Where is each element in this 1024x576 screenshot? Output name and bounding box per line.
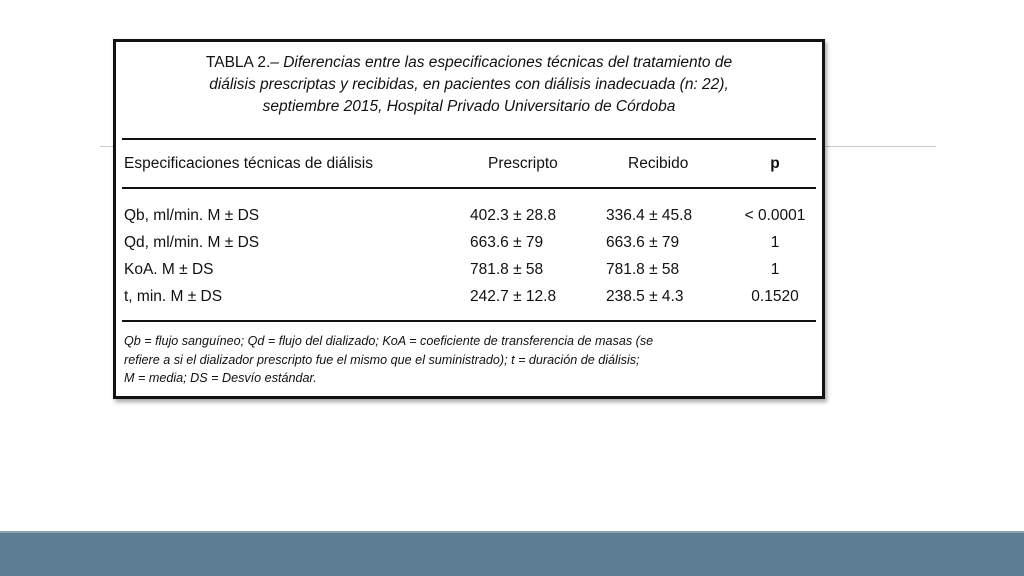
row-2-spec: Qd, ml/min. M ± DS	[124, 234, 260, 251]
header-spec: Especificaciones técnicas de diálisis	[124, 155, 373, 172]
row-2-prescribed: 663.6 ± 79	[470, 234, 544, 251]
row-4-prescribed: 242.7 ± 12.8	[470, 288, 557, 305]
footnote-line-2: refiere a si el dializador prescripto fue el mismo que el suministrado); t = duración de diálisis;	[124, 352, 640, 367]
table-figure	[113, 39, 825, 399]
footnote-line-3: M = media; DS = Desvío estándar.	[124, 371, 317, 385]
row-2-p: 1	[770, 234, 780, 251]
row-3-spec: KoA. M ± DS	[124, 261, 214, 278]
footer-bar	[0, 533, 1024, 576]
caption-line-3: septiembre 2015, Hospital Privado Universitario de Córdoba	[262, 98, 676, 115]
table-bottom-rule	[122, 320, 816, 322]
row-1-spec: Qb, ml/min. M ± DS	[124, 207, 260, 224]
row-4-spec: t, min. M ± DS	[124, 288, 223, 305]
header-received: Recibido	[628, 155, 689, 172]
table-footnote	[124, 332, 816, 388]
footnote-line-1: Qb = flujo sanguíneo; Qd = flujo del dializado; KoA = coeficiente de transferencia de masas (se	[124, 334, 654, 348]
row-4-received: 238.5 ± 4.3	[606, 288, 684, 305]
row-1-p: < 0.0001	[744, 207, 806, 224]
table-caption	[116, 52, 822, 118]
row-2-received: 663.6 ± 79	[606, 234, 680, 251]
row-3-prescribed: 781.8 ± 58	[470, 261, 544, 278]
caption-line-2: diálisis prescriptas y recibidas, en pacientes con diálisis inadecuada (n: 22),	[209, 76, 729, 93]
caption-lead: TABLA 2.–	[205, 54, 284, 71]
header-p: p	[770, 155, 780, 172]
row-4-p: 0.1520	[751, 288, 799, 305]
row-3-p: 1	[770, 261, 780, 278]
table-top-rule	[122, 138, 816, 140]
header-prescribed: Prescripto	[488, 155, 558, 172]
row-1-prescribed: 402.3 ± 28.8	[470, 207, 557, 224]
table-header-rule	[122, 187, 816, 189]
caption-line-1: Diferencias entre las especificaciones técnicas del tratamiento de	[283, 54, 733, 71]
row-1-received: 336.4 ± 45.8	[606, 207, 693, 224]
row-3-received: 781.8 ± 58	[606, 261, 680, 278]
